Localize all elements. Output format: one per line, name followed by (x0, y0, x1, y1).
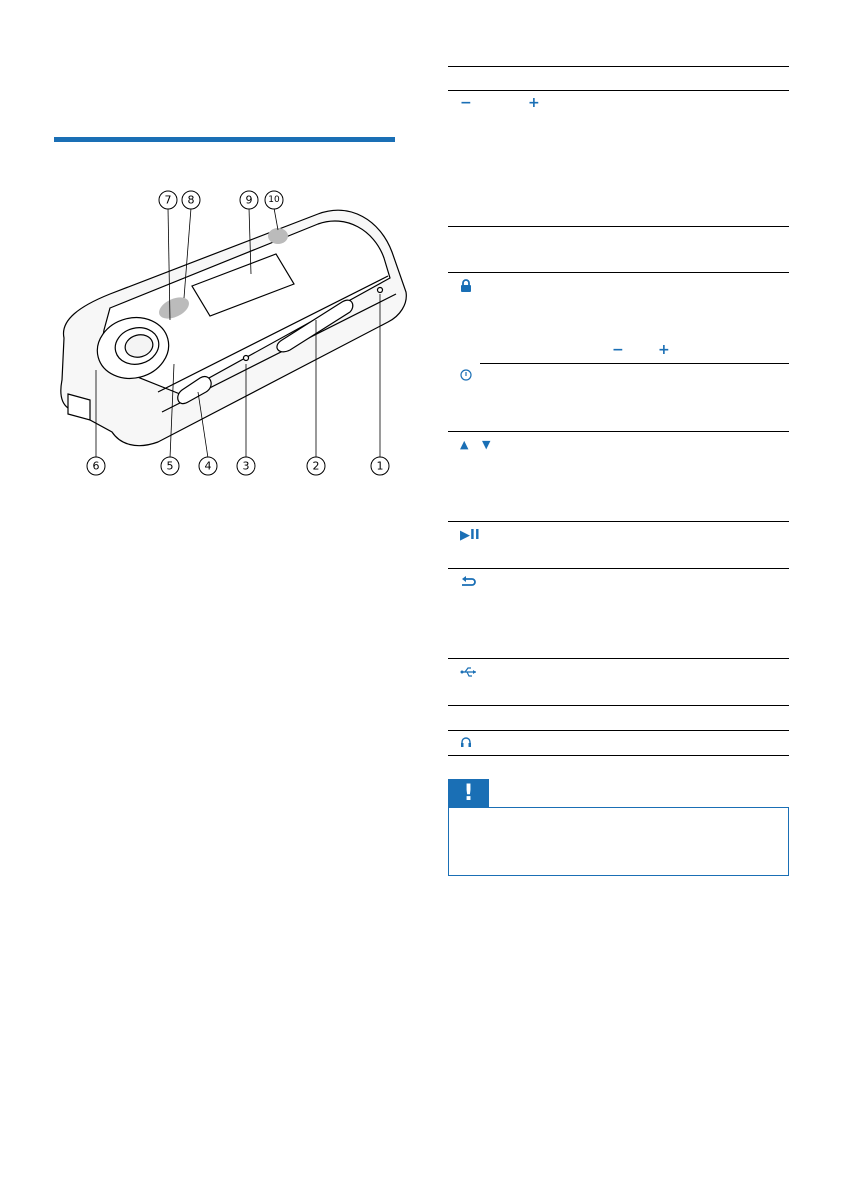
plus-icon: + (528, 95, 540, 111)
lock-icon (460, 279, 472, 295)
table-rule (448, 658, 789, 659)
table-rule (448, 90, 789, 91)
minus-icon: − (460, 95, 472, 111)
device-illustration (50, 180, 410, 480)
minus-icon: − (612, 342, 624, 358)
back-icon (460, 574, 476, 590)
play-pause-icon: ▶II (460, 528, 480, 543)
headphones-icon (460, 736, 472, 751)
section-heading-rule (54, 137, 395, 142)
callout-7-label: 7 (164, 193, 172, 207)
table-rule (448, 705, 789, 706)
up-triangle-icon: ▲ (460, 438, 469, 451)
callout-9-label: 9 (245, 193, 253, 207)
down-triangle-icon: ▼ (482, 438, 491, 451)
usb-icon (460, 666, 478, 680)
table-rule (448, 66, 789, 67)
caution-box (448, 807, 789, 876)
callout-8-label: 8 (187, 193, 195, 207)
table-rule (448, 226, 789, 227)
table-rule (480, 363, 789, 364)
caution-notice (448, 779, 789, 875)
callout-2-label: 2 (312, 459, 320, 473)
exclamation-icon: ! (448, 779, 489, 808)
table-rule (448, 730, 789, 731)
callout-3-label: 3 (242, 459, 250, 473)
power-icon (460, 369, 472, 384)
callout-5-label: 5 (166, 459, 174, 473)
table-rule (448, 755, 789, 756)
plus-icon: + (658, 342, 670, 358)
table-rule (448, 272, 789, 273)
table-rule (448, 568, 789, 569)
callout-1-label: 1 (376, 459, 384, 473)
table-rule (448, 521, 789, 522)
callout-10-label: 10 (268, 195, 280, 205)
device-drawing (50, 180, 410, 480)
table-rule (448, 431, 789, 432)
callout-4-label: 4 (204, 459, 212, 473)
callout-6-label: 6 (92, 459, 100, 473)
